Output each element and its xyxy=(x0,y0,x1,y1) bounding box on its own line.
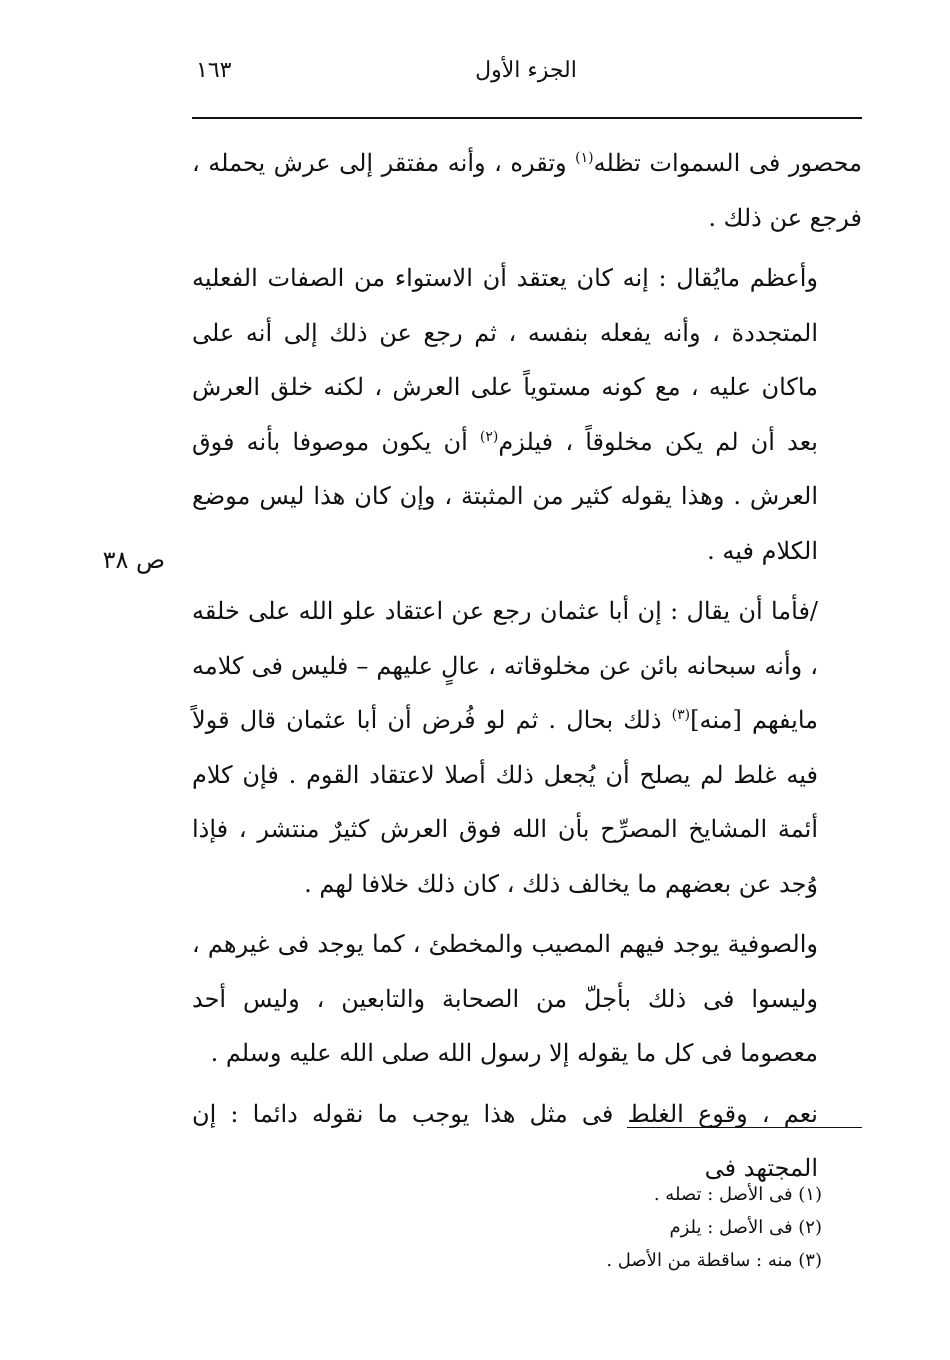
paragraph xyxy=(192,136,862,245)
paragraph xyxy=(192,584,862,911)
page-number: ١٦٣ xyxy=(196,58,232,83)
footnote-marker: (٢) xyxy=(479,428,499,445)
main-text xyxy=(192,136,862,1196)
paragraph-text: وتقره ، وأنه مفتقر إلى عرش يحمله ، فرجع عن ذلك . xyxy=(192,149,862,232)
footnote-marker: (٣) xyxy=(671,707,691,723)
footnote: (٢) فى الأصل : يلزم xyxy=(669,1217,822,1238)
paragraph-text: نعم ، وقوع الغلط فى مثل هذا يوجب ما نقوله دائما : إن المجتهد فى xyxy=(192,1099,818,1182)
running-title: الجزء الأول xyxy=(475,58,577,83)
paragraph-text: ذلك بحال . ثم لو فُرض أن أبا عثمان قال قولاً فيه غلط لم يصلح أن يُجعل ذلك أصلا لاعتقاد القوم . فإن كلام أئمة المشايخ المصرِّح بأن الله فوق العرش كثيرٌ منتشر ، فإذا وُجد عن بعضهم ما يخالف ذلك ، كان ذلك خلافا لهم . xyxy=(192,706,818,898)
page-header xyxy=(190,52,862,96)
paragraph xyxy=(192,917,862,1081)
paragraph xyxy=(192,251,862,578)
footnote-marker: (١) xyxy=(575,150,594,166)
footnote-rule xyxy=(627,1127,862,1128)
paragraph-text: أن يكون موصوفا بأنه فوق العرش . وهذا يقوله كثير من المثبتة ، وإن كان هذا ليس موضع الكلام فيه . xyxy=(192,427,818,565)
footnote: (٣) منه : ساقطة من الأصل . xyxy=(606,1250,822,1271)
margin-page-reference: ص ٣٨ xyxy=(102,546,165,574)
paragraph-text: /فأما أن يقال : إن أبا عثمان رجع عن اعتقاد علو الله على خلقه ، وأنه سبحانه بائن عن مخلوقاته ، عالٍ عليهم – فليس فى كلامه مايفهم [منه] xyxy=(192,597,818,734)
paragraph-text: وأعظم مايُقال : إنه كان يعتقد أن الاستواء من الصفات الفعليه المتجددة ، وأنه يفعله بنفسه ، ثم رجع عن ذلك إلى أنه على ماكان عليه ، مع كونه مستوياً على العرش ، لكنه خلق العرش بعد أن لم يكن مخلوقاً ، فيلزم xyxy=(192,264,818,456)
paragraph-text: والصوفية يوجد فيهم المصيب والمخطئ ، كما يوجد فى غيرهم ، وليسوا فى ذلك بأجلّ من الصحابة والتابعين ، وليس أحد معصوما فى كل ما يقوله إلا رسول الله صلى الله عليه وسلم . xyxy=(192,930,818,1067)
paragraph-text: محصور فى السموات تظله xyxy=(593,149,862,177)
header-rule xyxy=(192,117,862,119)
footnote: (١) فى الأصل : تصله . xyxy=(653,1184,822,1205)
footnotes xyxy=(422,1178,822,1277)
